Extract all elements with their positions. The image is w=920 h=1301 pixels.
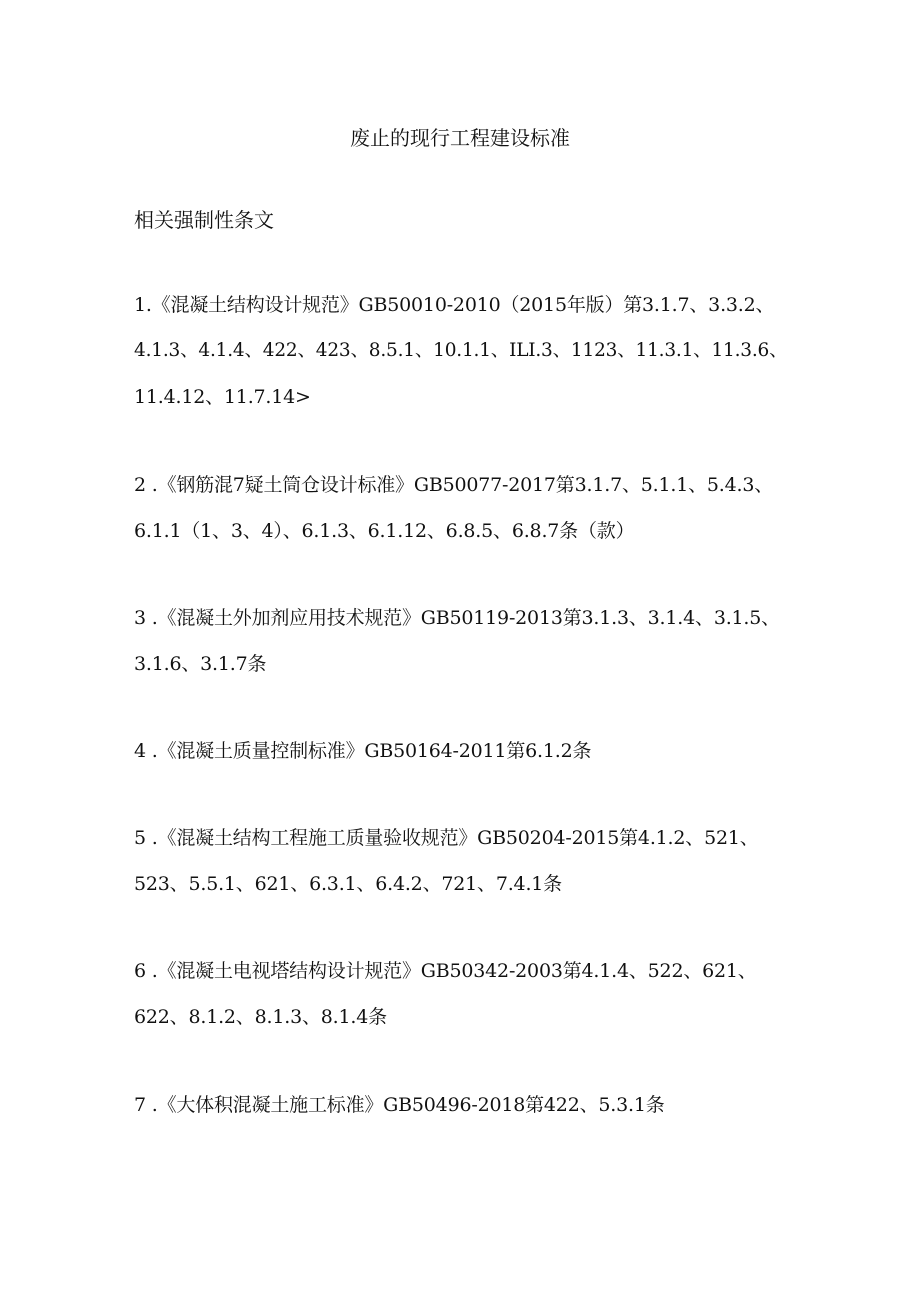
list-item-line: 5 .《混凝土结构工程施工质量验收规范》GB50204-2015第4.1.2、521、: [134, 827, 759, 849]
list-item-line: 622、8.1.2、8.1.3、8.1.4条: [134, 1006, 387, 1028]
list-item: [134, 604, 794, 678]
list-item-line: 7 .《大体积混凝土施工标准》GB50496-2018第422、5.3.1条: [134, 1094, 665, 1116]
list-item-line: 4 .《混凝土质量控制标准》GB50164-2011第6.1.2条: [134, 740, 592, 762]
list-item-line: 6 .《混凝土电视塔结构设计规范》GB50342-2003第4.1.4、522、621、: [134, 960, 757, 982]
list-item-line: 4.1.3、4.1.4、422、423、8.5.1、10.1.1、ILI.3、1123、11.3.1、11.3.6、: [134, 340, 788, 361]
list-item-line: 3 .《混凝土外加剂应用技术规范》GB50119-2013第3.1.3、3.1.4、3.1.5、: [134, 607, 780, 629]
list-item-line: 6.1.1（1、3、4）、6.1.3、6.1.12、6.8.5、6.8.7条（款）: [134, 520, 635, 542]
list-item-line: 11.4.12、11.7.14>: [134, 386, 311, 408]
list-item-line: 3.1.6、3.1.7条: [134, 653, 267, 675]
list-item-line: 1.《混凝土结构设计规范》GB50010-2010（2015年版）第3.1.7、3.3.2、: [134, 294, 775, 316]
list-item-line: 523、5.5.1、621、6.3.1、6.4.2、721、7.4.1条: [134, 873, 562, 895]
list-item: [134, 824, 794, 898]
list-item: [134, 471, 794, 545]
list-item: [134, 957, 794, 1031]
list-item: [134, 737, 794, 765]
list-item: [134, 291, 794, 411]
list-item: [134, 1091, 794, 1119]
section-heading: 相关强制性条文: [134, 208, 274, 232]
list-item-line: 2 .《钢筋混7疑土筒仓设计标准》GB50077-2017第3.1.7、5.1.1、5.4.3、: [134, 474, 774, 496]
page-title: 废止的现行工程建设标准: [350, 126, 570, 150]
